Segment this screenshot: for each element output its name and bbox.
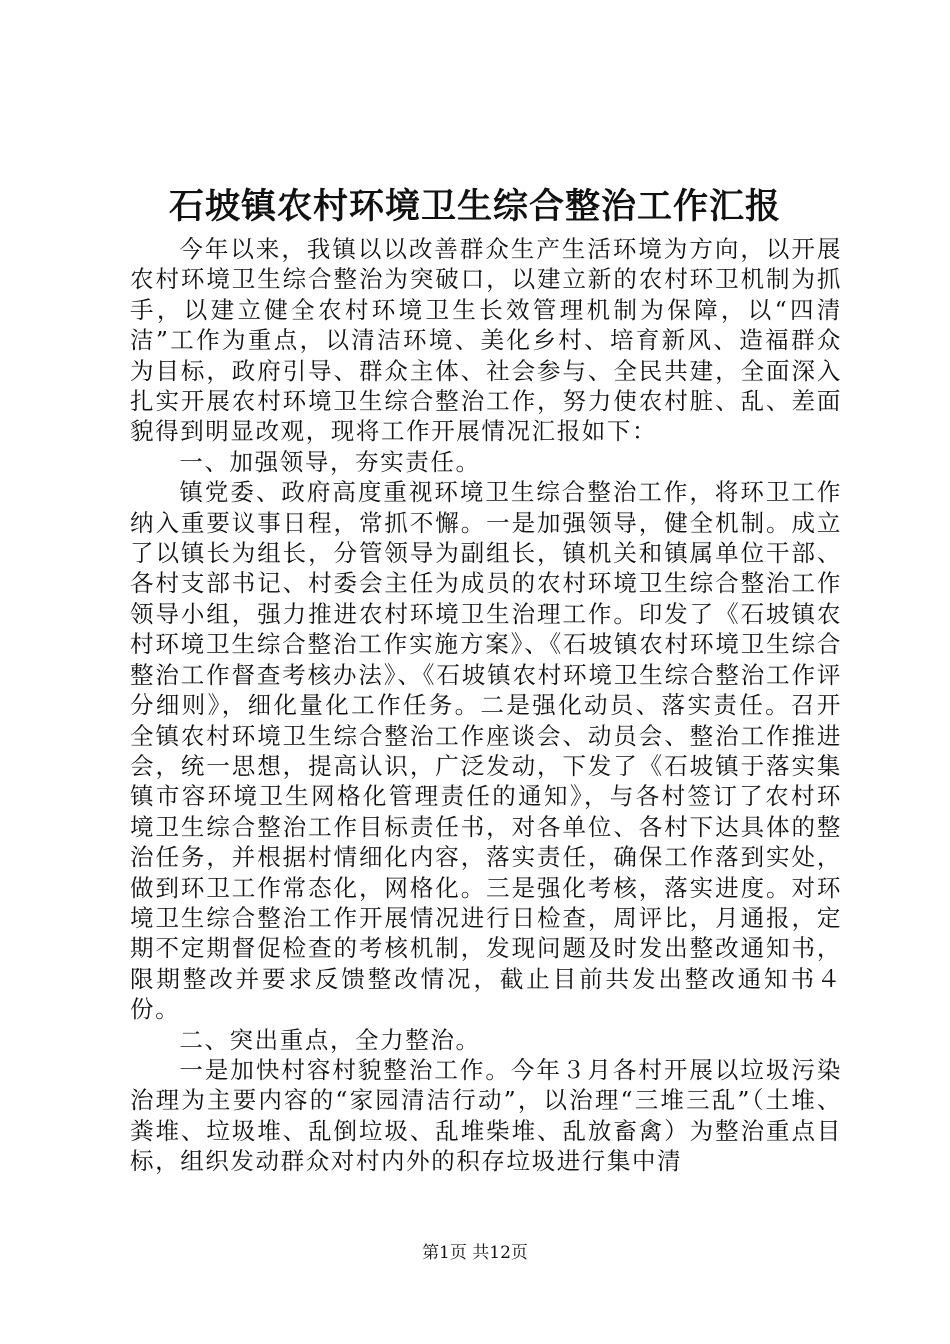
section-heading-1: 一、加强领导，夯实责任。 <box>179 447 481 476</box>
paragraph-section-1: 镇党委、政府高度重视环境卫生综合整治工作，将环卫工作纳入重要议事日程，常抓不懈。一是加强领导，健全机制。成立了以镇长为组长，分管领导为副组长，镇机关和镇属单位干部、各村支部书记、村委会主任为成员的农村环境卫生综合整治工作领导小组，强力推进农村环境卫生治理工作。印发了《石坡镇农村环境卫生综合整治工作实施方案》、《石坡镇农村环境卫生综合整治工作督查考核办法》、《石坡镇农村环境卫生综合整治工作评分细则》，细化量化工作任务。二是强化动员、落实责任。召开全镇农村环境卫生综合整治工作座谈会、动员会、整治工作推进会，统一思想，提高认识，广泛发动，下发了《石坡镇于落实集镇市容环境卫生网格化管理责任的通知》，与各村签订了农村环境卫生综合整治工作目标责任书，对各单位、各村下达具体的整治任务，并根据村情细化内容，落实责任，确保工作落到实处，做到环卫工作常态化，网格化。三是强化考核，落实进度。对环境卫生综合整治工作开展情况进行日检查，周评比，月通报，定期不定期督促检查的考核机制，发现问题及时发出整改通知书，限期整改并要求反馈整改情况，截止目前共发出整改通知书４份。 <box>130 478 842 1024</box>
document-body <box>130 234 842 1177</box>
page-number-footer: 第1页 共12页 <box>422 1243 528 1263</box>
section-heading-2: 二、突出重点，全力整治。 <box>179 1025 481 1054</box>
paragraph-intro: 今年以来，我镇以以改善群众生产生活环境为方向，以开展农村环境卫生综合整治为突破口，以建立新的农村环卫机制为抓手，以建立健全农村环境卫生长效管理机制为保障，以“四清洁”工作为重点，以清洁环境、美化乡村、培育新风、造福群众为目标，政府引导、群众主体、社会参与、全民共建，全面深入扎实开展农村环境卫生综合整治工作，努力使农村脏、乱、差面貌得到明显改观，现将工作开展情况汇报如下： <box>130 235 842 446</box>
document-title: 石坡镇农村环境卫生综合整治工作汇报 <box>168 186 781 227</box>
paragraph-section-2: 一是加快村容村貌整治工作。今年３月各村开展以垃圾污染治理为主要内容的“家园清洁行动”，以治理“三堆三乱”（土堆、粪堆、垃圾堆、乱倒垃圾、乱堆柴堆、乱放畜禽）为整治重点目标，组织发动群众对村内外的积存垃圾进行集中清 <box>130 1055 842 1176</box>
